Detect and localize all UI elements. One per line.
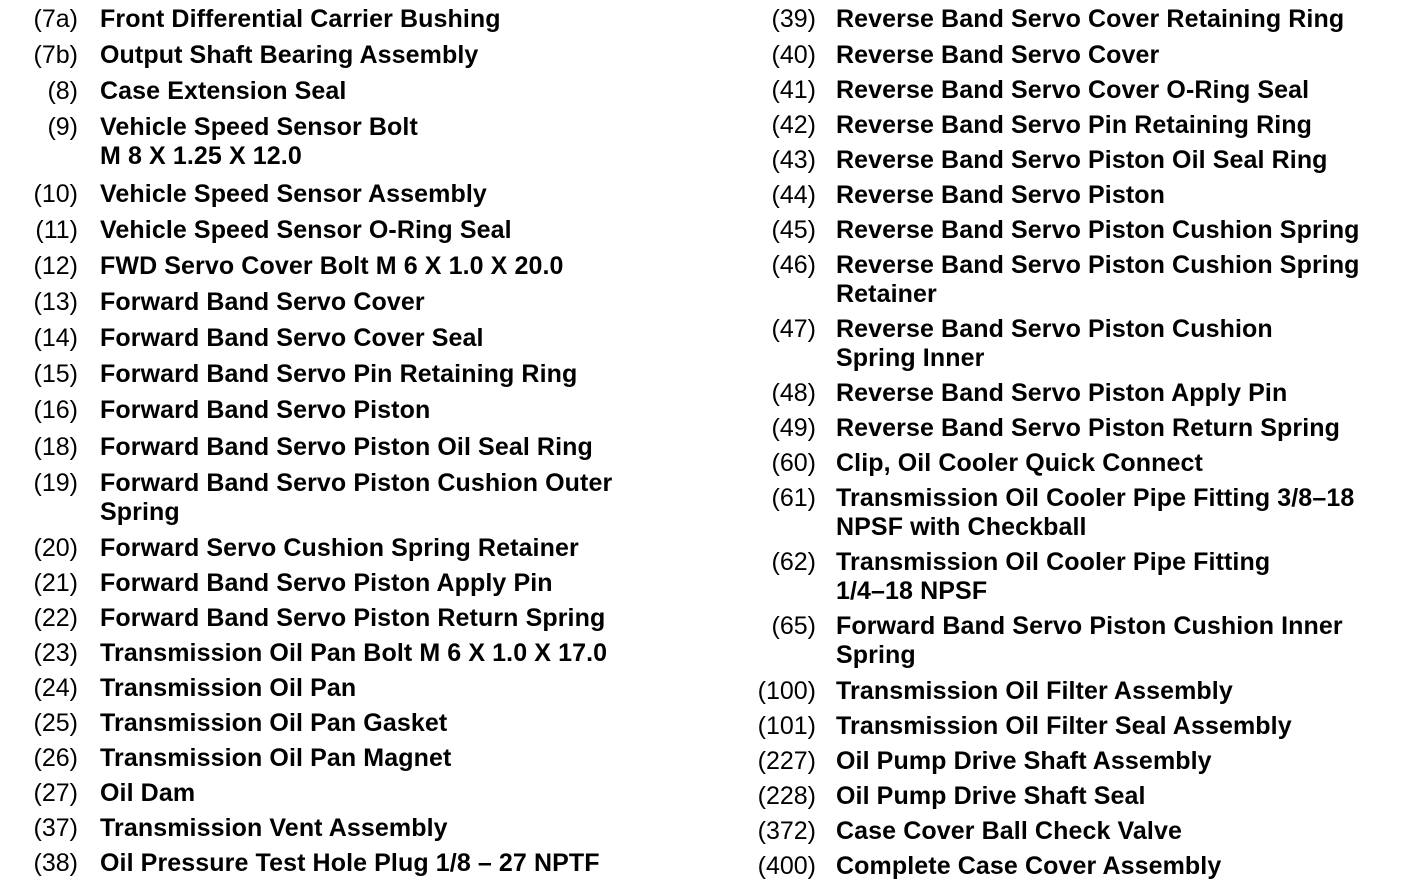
item-description: Transmission Oil Pan Bolt M 6 X 1.0 X 17.0 xyxy=(100,639,608,667)
item-description: Transmission Oil Pan xyxy=(100,674,357,702)
item-description: Reverse Band Servo Piston Oil Seal Ring xyxy=(836,146,1328,174)
item-description: Forward Band Servo Cover Seal xyxy=(100,324,484,352)
item-description: Clip, Oil Cooler Quick Connect xyxy=(836,449,1203,477)
item-description: Front Differential Carrier Bushing xyxy=(100,5,501,33)
item-description: Transmission Oil Filter Assembly xyxy=(836,677,1233,705)
item-description-continued: Spring xyxy=(836,641,916,669)
item-number: (16) xyxy=(33,396,78,424)
item-number: (400) xyxy=(757,852,816,880)
item-description: Oil Dam xyxy=(100,779,196,807)
item-number: (40) xyxy=(771,41,816,69)
item-number: (60) xyxy=(771,449,816,477)
item-description-continued: Spring Inner xyxy=(836,344,985,372)
item-number: (37) xyxy=(33,814,78,842)
item-number: (372) xyxy=(757,817,816,845)
item-description-continued: Spring xyxy=(100,498,180,526)
item-description-continued: 1/4–18 NPSF xyxy=(836,577,988,605)
item-number: (24) xyxy=(33,674,78,702)
item-number: (18) xyxy=(33,433,78,461)
item-description: Complete Case Cover Assembly xyxy=(836,852,1222,880)
item-description: Vehicle Speed Sensor O-Ring Seal xyxy=(100,216,512,244)
item-number: (100) xyxy=(757,677,816,705)
item-number: (22) xyxy=(33,604,78,632)
item-description: Reverse Band Servo Pin Retaining Ring xyxy=(836,111,1313,139)
item-number: (7b) xyxy=(33,41,78,69)
item-description: Case Extension Seal xyxy=(100,77,347,105)
item-number: (12) xyxy=(33,252,78,280)
item-number: (101) xyxy=(757,712,816,740)
item-number: (46) xyxy=(771,251,816,279)
item-description: Forward Band Servo Piston Cushion Inner xyxy=(836,612,1343,640)
item-description: Forward Servo Cushion Spring Retainer xyxy=(100,534,579,562)
item-number: (62) xyxy=(771,548,816,576)
item-number: (42) xyxy=(771,111,816,139)
item-description: Forward Band Servo Cover xyxy=(100,288,425,316)
item-number: (11) xyxy=(35,216,78,244)
item-number: (48) xyxy=(771,379,816,407)
item-number: (39) xyxy=(771,5,816,33)
item-number: (41) xyxy=(771,76,816,104)
item-description-continued: Retainer xyxy=(836,280,937,308)
item-number: (44) xyxy=(771,181,816,209)
item-number: (45) xyxy=(771,216,816,244)
item-number: (8) xyxy=(47,77,78,105)
item-description: Reverse Band Servo Piston Apply Pin xyxy=(836,379,1288,407)
item-number: (43) xyxy=(771,146,816,174)
item-number: (228) xyxy=(757,782,816,810)
item-description: Reverse Band Servo Cover Retaining Ring xyxy=(836,5,1345,33)
item-description: Transmission Oil Pan Magnet xyxy=(100,744,452,772)
item-description: Forward Band Servo Piston Apply Pin xyxy=(100,569,553,597)
item-description: Vehicle Speed Sensor Bolt xyxy=(100,113,418,141)
item-number: (9) xyxy=(47,113,78,141)
item-description: Reverse Band Servo Cover O-Ring Seal xyxy=(836,76,1310,104)
item-description: Vehicle Speed Sensor Assembly xyxy=(100,180,487,208)
item-number: (19) xyxy=(33,469,78,497)
item-number: (23) xyxy=(33,639,78,667)
item-description: Oil Pump Drive Shaft Assembly xyxy=(836,747,1212,775)
item-number: (14) xyxy=(33,324,78,352)
item-description: Forward Band Servo Pin Retaining Ring xyxy=(100,360,578,388)
item-number: (65) xyxy=(771,612,816,640)
item-description: Forward Band Servo Piston Oil Seal Ring xyxy=(100,433,593,461)
item-description: Reverse Band Servo Piston Return Spring xyxy=(836,414,1341,442)
item-description: Transmission Oil Filter Seal Assembly xyxy=(836,712,1292,740)
item-number: (20) xyxy=(33,534,78,562)
item-description: Case Cover Ball Check Valve xyxy=(836,817,1182,845)
item-description: Reverse Band Servo Piston Cushion xyxy=(836,315,1273,343)
item-description: Reverse Band Servo Piston xyxy=(836,181,1166,209)
item-description: Output Shaft Bearing Assembly xyxy=(100,41,479,69)
item-description: Forward Band Servo Piston xyxy=(100,396,431,424)
item-number: (21) xyxy=(33,569,78,597)
item-description-continued: M 8 X 1.25 X 12.0 xyxy=(100,142,302,170)
item-number: (15) xyxy=(33,360,78,388)
item-number: (26) xyxy=(33,744,78,772)
item-description: Reverse Band Servo Cover xyxy=(836,41,1160,69)
item-number: (10) xyxy=(33,180,78,208)
item-number: (47) xyxy=(771,315,816,343)
item-description: Transmission Oil Pan Gasket xyxy=(100,709,448,737)
item-description: Reverse Band Servo Piston Cushion Spring xyxy=(836,251,1360,279)
item-number: (227) xyxy=(757,747,816,775)
item-description: Transmission Vent Assembly xyxy=(100,814,448,842)
item-number: (38) xyxy=(33,849,78,877)
item-description: Oil Pressure Test Hole Plug 1/8 – 27 NPTF xyxy=(100,849,600,877)
item-description: Transmission Oil Cooler Pipe Fitting 3/8–18 xyxy=(836,484,1355,512)
item-description: Forward Band Servo Piston Cushion Outer xyxy=(100,469,613,497)
item-number: (25) xyxy=(33,709,78,737)
item-description: Transmission Oil Cooler Pipe Fitting xyxy=(836,548,1271,576)
item-description: Oil Pump Drive Shaft Seal xyxy=(836,782,1146,810)
item-description: FWD Servo Cover Bolt M 6 X 1.0 X 20.0 xyxy=(100,252,564,280)
item-description-continued: NPSF with Checkball xyxy=(836,513,1087,541)
item-number: (61) xyxy=(771,484,816,512)
item-number: (49) xyxy=(771,414,816,442)
item-description: Forward Band Servo Piston Return Spring xyxy=(100,604,606,632)
item-number: (27) xyxy=(33,779,78,807)
item-description: Reverse Band Servo Piston Cushion Spring xyxy=(836,216,1360,244)
item-number: (7a) xyxy=(33,5,78,33)
item-number: (13) xyxy=(33,288,78,316)
